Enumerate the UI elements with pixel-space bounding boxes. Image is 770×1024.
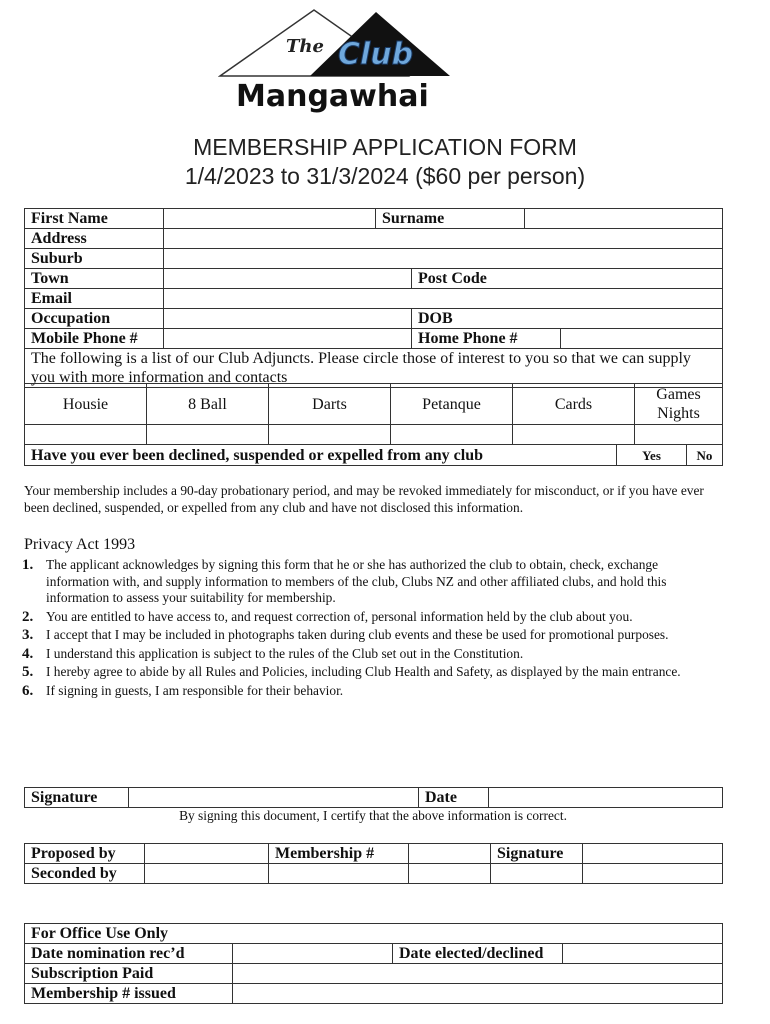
membership-no-label: Membership #	[269, 844, 409, 864]
seconder-signature-field[interactable]	[583, 864, 723, 884]
date-label: Date	[419, 788, 489, 808]
dob-label: DOB	[412, 309, 723, 329]
adjuncts-note: The following is a list of our Club Adjuncts. Please circle those of interest to you so that we can supply you with more information and contacts	[25, 349, 723, 388]
mobile-label: Mobile Phone #	[25, 329, 164, 349]
logo-club-text: Club	[338, 37, 414, 72]
seconder-signature-cell[interactable]	[491, 864, 583, 884]
logo-mangawhai-text: Mangawhai	[236, 79, 429, 114]
adjunct-games-nights[interactable]: Games Nights	[635, 384, 723, 425]
signature-field[interactable]	[129, 788, 419, 808]
privacy-item-text: The applicant acknowledges by signing this form that he or she has authorized the club to obtain, check, exchange information with, and supply information to members of the club, Clubs NZ and other affiliated clubs, and hold this information to assess your suitability for membership.	[46, 557, 667, 605]
suburb-field[interactable]	[164, 249, 723, 269]
probation-note: Your membership includes a 90-day probationary period, and may be revoked immediately for misconduct, or if you have ever been declined, suspended, or expelled from any club and have not disclosed this information.	[24, 483, 704, 515]
signature-table	[24, 787, 723, 808]
privacy-item	[22, 557, 712, 607]
subscription-field[interactable]	[233, 964, 723, 984]
mobile-field[interactable]	[164, 329, 412, 349]
membership-issued-label: Membership # issued	[25, 984, 233, 1004]
privacy-item-text: I understand this application is subject to the rules of the Club set out in the Constitution.	[46, 645, 524, 661]
privacy-item-number: 1.	[22, 557, 34, 573]
proposer-signature-field[interactable]	[583, 844, 723, 864]
membership-issued-field[interactable]	[233, 984, 723, 1004]
email-label: Email	[25, 289, 164, 309]
proposed-by-label: Proposed by	[25, 844, 145, 864]
applicant-table	[24, 208, 723, 388]
privacy-item-text: I accept that I may be included in photographs taken during club events and these be used for promotional purposes.	[46, 627, 669, 642]
privacy-item-number: 5.	[22, 664, 34, 680]
date-nomination-label: Date nomination rec’d	[25, 944, 233, 964]
post-code-label: Post Code	[412, 269, 723, 289]
seconded-by-field[interactable]	[145, 864, 269, 884]
logo-the-text: The	[286, 36, 324, 57]
surname-field[interactable]	[525, 209, 723, 229]
office-use-title: For Office Use Only	[25, 924, 723, 944]
adjunct-cards-box[interactable]	[513, 425, 635, 445]
adjunct-8-ball-box[interactable]	[147, 425, 269, 445]
signature-label: Signature	[25, 788, 129, 808]
date-elected-field[interactable]	[563, 944, 723, 964]
home-phone-field[interactable]	[561, 329, 723, 349]
occupation-label: Occupation	[25, 309, 164, 329]
adjunct-petanque-box[interactable]	[391, 425, 513, 445]
privacy-item-number: 3.	[22, 627, 34, 643]
declined-question: Have you ever been declined, suspended or expelled from any club	[25, 445, 617, 466]
certify-note: By signing this document, I certify that the above information is correct.	[179, 808, 567, 823]
seconder-membership-cell[interactable]	[269, 864, 409, 884]
adjunct-games-nights-box[interactable]	[635, 425, 723, 445]
proposer-membership-field[interactable]	[409, 844, 491, 864]
declined-no[interactable]: No	[687, 445, 723, 466]
privacy-item-text: You are entitled to have access to, and request correction of, personal information held by the club about you.	[46, 608, 633, 624]
town-field[interactable]	[164, 269, 412, 289]
date-nomination-field[interactable]	[233, 944, 393, 964]
adjunct-petanque[interactable]: Petanque	[391, 384, 513, 425]
first-name-label: First Name	[25, 209, 164, 229]
form-title: MEMBERSHIP APPLICATION FORM	[193, 134, 577, 160]
privacy-item	[22, 627, 712, 644]
privacy-item	[22, 664, 712, 681]
adjuncts-table	[24, 383, 723, 445]
proposed-by-field[interactable]	[145, 844, 269, 864]
date-field[interactable]	[489, 788, 723, 808]
form-period: 1/4/2023 to 31/3/2024 ($60 per person)	[184, 163, 586, 189]
first-name-field[interactable]	[164, 209, 376, 229]
occupation-field[interactable]	[164, 309, 412, 329]
adjunct-cards[interactable]: Cards	[513, 384, 635, 425]
adjunct-8-ball[interactable]: 8 Ball	[147, 384, 269, 425]
adjunct-darts[interactable]: Darts	[269, 384, 391, 425]
address-field[interactable]	[164, 229, 723, 249]
address-label: Address	[25, 229, 164, 249]
seconder-membership-field[interactable]	[409, 864, 491, 884]
privacy-title: Privacy Act 1993	[24, 536, 136, 553]
club-logo	[218, 8, 490, 116]
privacy-list	[22, 557, 712, 701]
surname-label: Surname	[376, 209, 525, 229]
home-phone-label: Home Phone #	[412, 329, 561, 349]
privacy-item-number: 6.	[22, 682, 34, 699]
privacy-item	[22, 609, 712, 626]
declined-yes[interactable]: Yes	[617, 445, 687, 466]
privacy-item-text: I hereby agree to abide by all Rules and Policies, including Club Health and Safety, as displayed by the main entrance.	[46, 664, 681, 679]
privacy-item	[22, 646, 712, 663]
subscription-label: Subscription Paid	[25, 964, 233, 984]
proposal-table	[24, 843, 723, 884]
town-label: Town	[25, 269, 164, 289]
privacy-item-number: 4.	[22, 645, 34, 662]
suburb-label: Suburb	[25, 249, 164, 269]
adjunct-housie[interactable]: Housie	[25, 384, 147, 425]
email-field[interactable]	[164, 289, 723, 309]
adjunct-darts-box[interactable]	[269, 425, 391, 445]
date-elected-label: Date elected/declined	[393, 944, 563, 964]
privacy-item	[22, 683, 712, 700]
office-use-table	[24, 923, 723, 1004]
proposer-signature-label: Signature	[491, 844, 583, 864]
seconded-by-label: Seconded by	[25, 864, 145, 884]
privacy-item-text: If signing in guests, I am responsible for their behavior.	[46, 682, 344, 698]
adjunct-housie-box[interactable]	[25, 425, 147, 445]
declined-table	[24, 444, 723, 466]
privacy-item-number: 2.	[22, 608, 34, 625]
